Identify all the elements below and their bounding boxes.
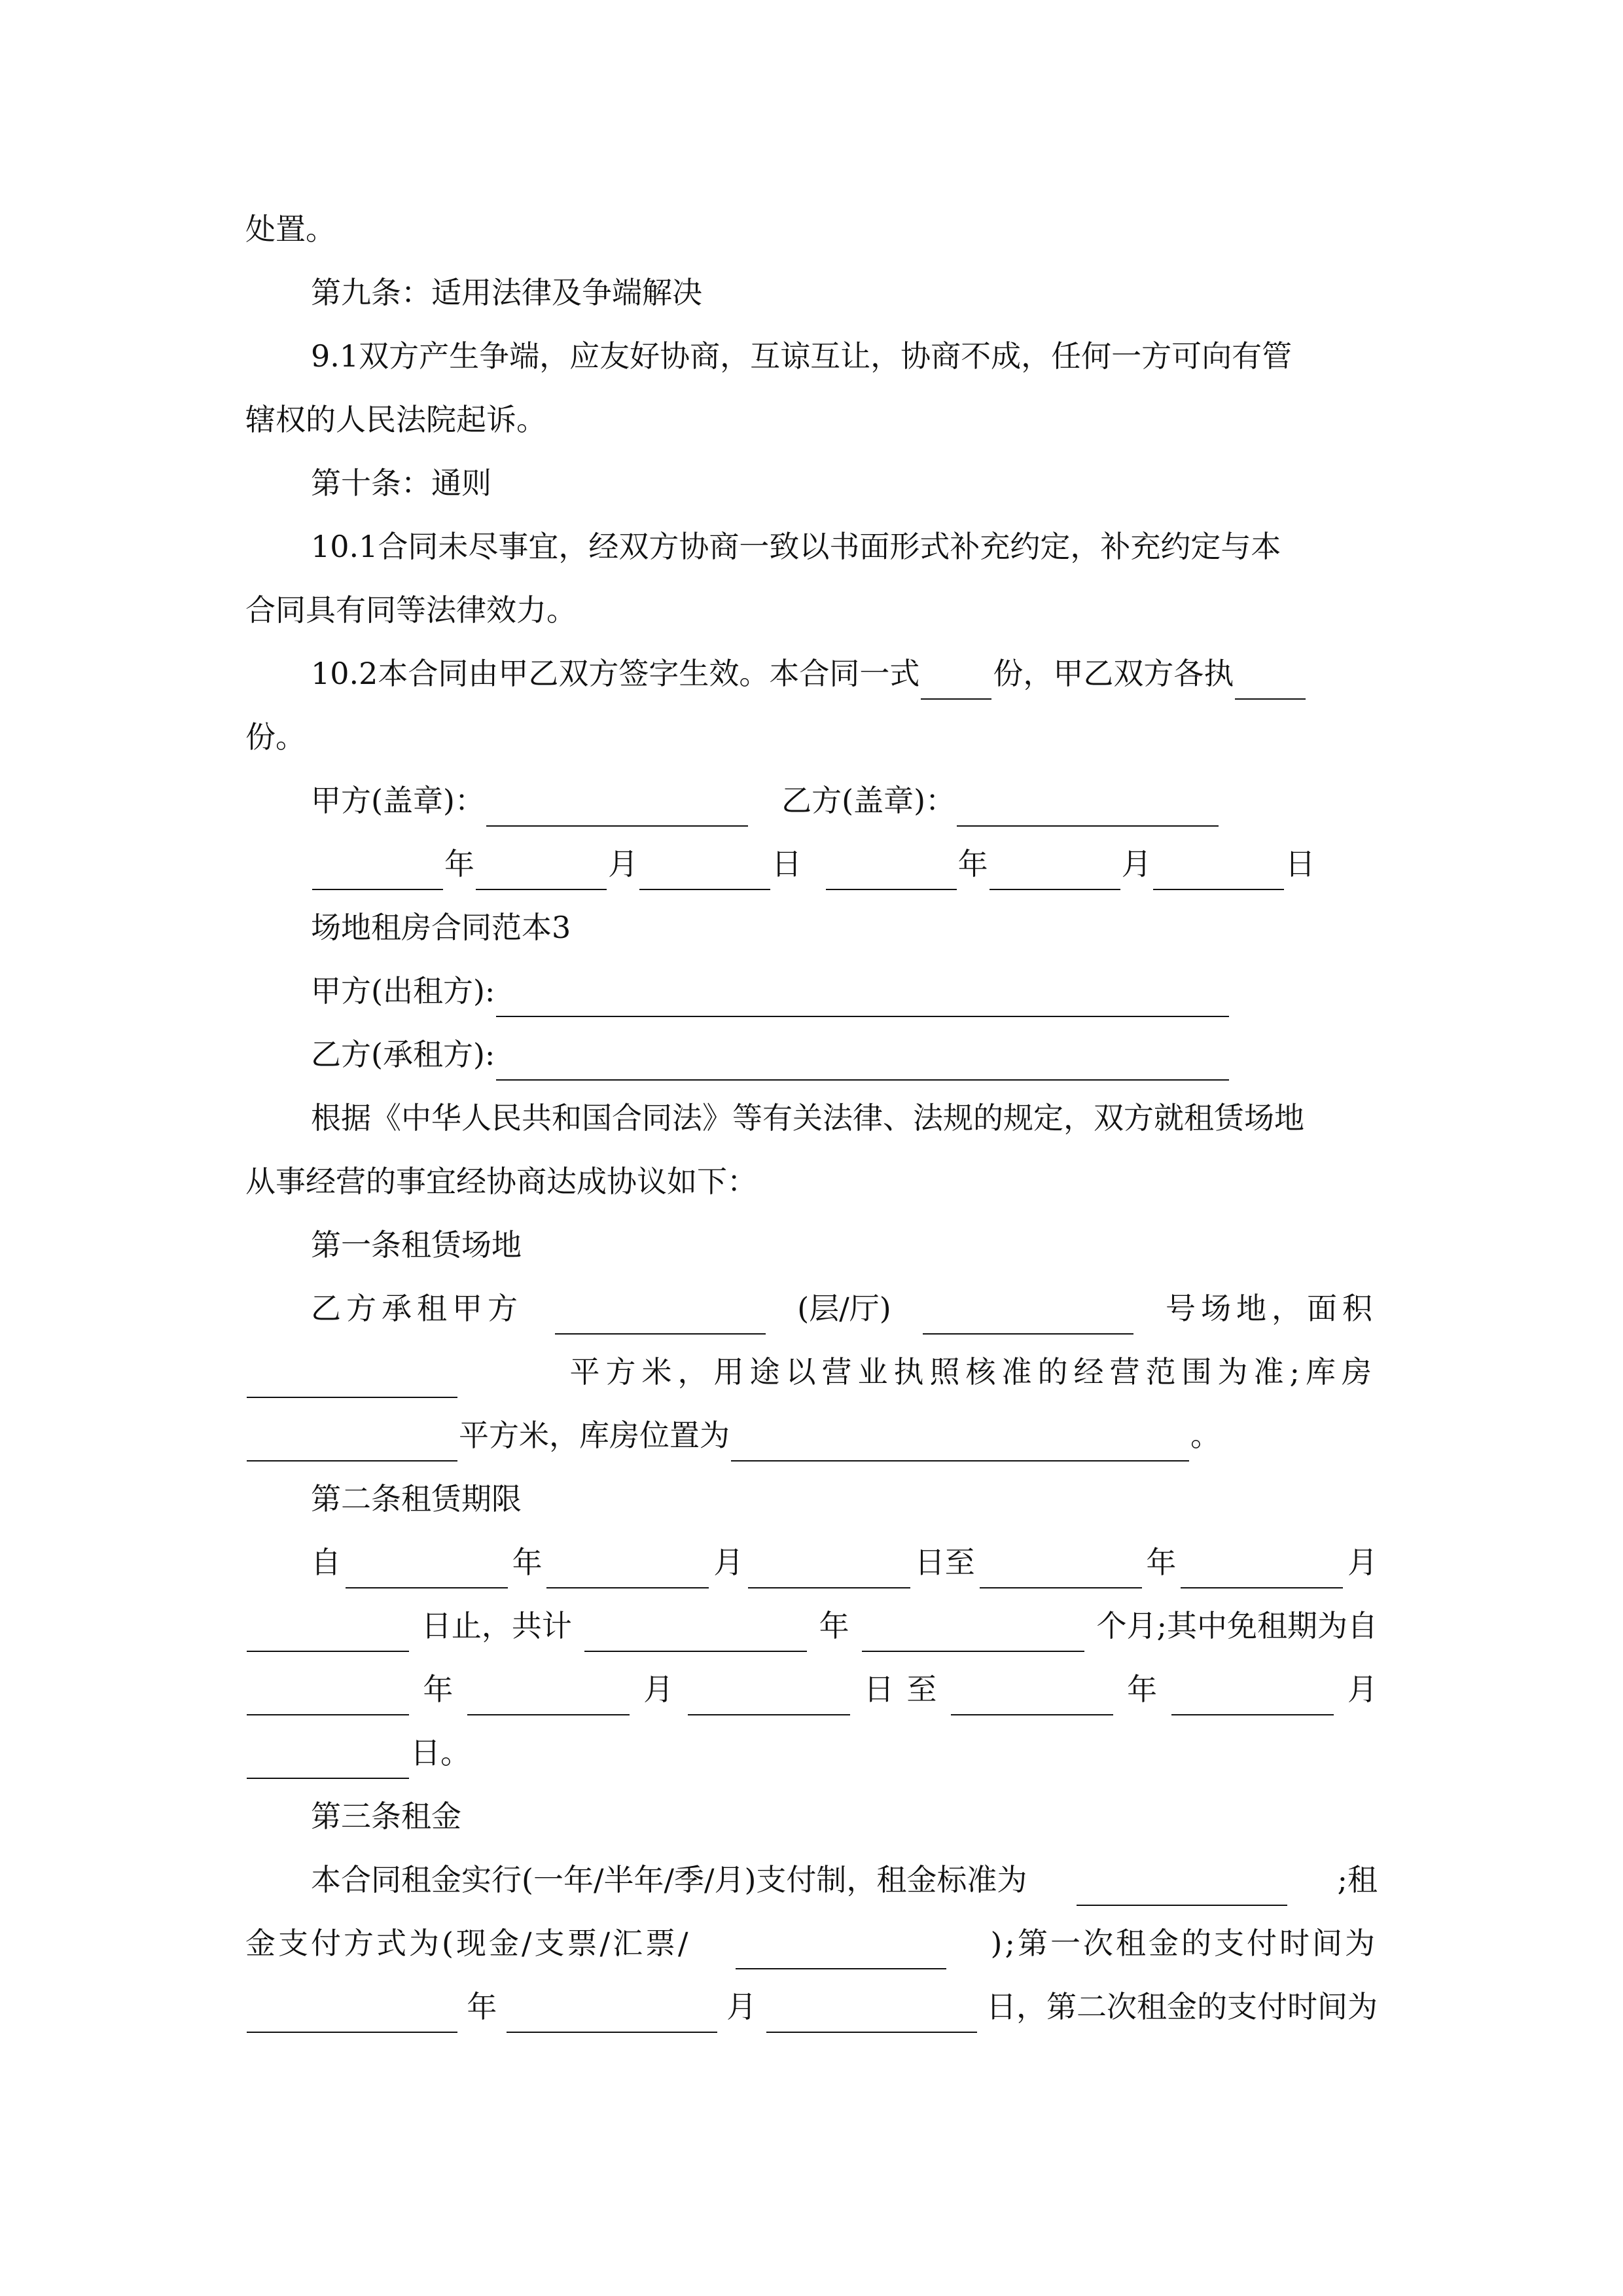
copies-each-blank[interactable] — [1235, 660, 1306, 700]
lessee-blank[interactable] — [496, 1041, 1229, 1081]
text: 10.2本合同由甲乙双方签字生效。本合同一式 — [311, 656, 920, 691]
clause-9-1-line-1 — [311, 330, 1378, 382]
day-label: 日 — [772, 846, 802, 882]
total-years-blank[interactable] — [584, 1613, 807, 1652]
end-year-blank[interactable] — [980, 1549, 1142, 1588]
article-2-line-3 — [245, 1663, 1378, 1715]
signature-row — [311, 774, 1378, 827]
heading-text: 第二条租赁期限 — [311, 1481, 522, 1516]
party-b-month-blank[interactable] — [990, 851, 1120, 890]
party-a-seal-label: 甲方(盖章)： — [311, 783, 485, 818]
party-b-day-blank[interactable] — [1153, 851, 1284, 890]
article-3-heading — [311, 1790, 1378, 1842]
total-months-blank[interactable] — [862, 1613, 1084, 1652]
party-a-month-blank[interactable] — [476, 851, 607, 890]
copies-total-blank[interactable] — [921, 660, 991, 700]
clause-10-1-line-2 — [245, 584, 1378, 636]
text: 年 — [423, 1672, 454, 1707]
clause-10-2-line-2 — [245, 711, 1378, 763]
text: );第一次租金的支付时间为 — [990, 1926, 1378, 1961]
text: 月 — [726, 1989, 757, 2024]
signature-date-row — [311, 838, 1378, 890]
text: 份。 — [245, 719, 306, 755]
text: 辖权的人民法院起诉。 — [245, 402, 546, 437]
text: 年 — [467, 1989, 497, 2024]
article-1-line-1 — [311, 1282, 1378, 1335]
clause-9-1-line-2 — [245, 393, 1378, 446]
article-3-line-1 — [311, 1854, 1378, 1906]
article-2-heading — [311, 1473, 1378, 1525]
month-label: 月 — [608, 846, 638, 882]
heading-text: 第三条租金 — [311, 1799, 461, 1834]
text: 月 — [713, 1545, 744, 1580]
party-a-day-blank[interactable] — [639, 851, 770, 890]
first-payment-month-blank[interactable] — [507, 1994, 717, 2033]
first-payment-year-blank[interactable] — [247, 1994, 457, 2033]
floor-blank[interactable] — [555, 1295, 766, 1335]
text: 年 — [819, 1608, 849, 1643]
text: 10.1合同未尽事宜，经双方协商一致以书面形式补充约定，补充约定与本 — [311, 529, 1281, 564]
free-start-day-blank[interactable] — [688, 1676, 850, 1715]
end-day-blank[interactable] — [247, 1613, 409, 1652]
preamble-line-1 — [311, 1092, 1378, 1144]
lessor-blank[interactable] — [496, 978, 1229, 1017]
lessee-label: 乙方(承租方): — [311, 1037, 495, 1072]
text: 月 — [1347, 1545, 1378, 1580]
rent-standard-blank[interactable] — [1077, 1867, 1287, 1906]
payment-method-blank[interactable] — [736, 1930, 946, 1969]
text: 平方米，用途以营业执照核准的经营范围为准;库房 — [569, 1354, 1378, 1390]
article-2-line-2 — [245, 1600, 1378, 1652]
paragraph-continuation — [245, 203, 1378, 255]
lessor-label: 甲方(出租方): — [311, 973, 495, 1009]
text: 日，第二次租金的支付时间为 — [986, 1989, 1378, 2024]
article-1-heading — [311, 1219, 1378, 1271]
contract-3-title — [311, 901, 1378, 954]
first-payment-day-blank[interactable] — [766, 1994, 977, 2033]
lessee-row — [311, 1028, 1378, 1081]
text: ;租 — [1337, 1862, 1378, 1897]
text: 处置。 — [245, 211, 336, 247]
text: 年 — [512, 1545, 543, 1580]
text: 月 — [643, 1672, 674, 1707]
text: 日止，共计 — [421, 1608, 572, 1643]
clause-10-2-line-1 — [311, 647, 1378, 700]
article-3-line-3 — [245, 1981, 1378, 2033]
text: 个月;其中免租期为自 — [1096, 1608, 1378, 1643]
heading-text: 第十条：通则 — [311, 465, 491, 501]
party-b-year-blank[interactable] — [826, 851, 957, 890]
day-label: 日 — [1285, 846, 1315, 882]
text: 金支付方式为(现金/支票/汇票/ — [245, 1926, 691, 1961]
end-month-blank[interactable] — [1181, 1549, 1343, 1588]
clause-10-1-line-1 — [311, 520, 1378, 573]
preamble-line-2 — [245, 1155, 1378, 1208]
article-2-line-1 — [311, 1536, 1378, 1588]
text: 本合同租金实行(一年/半年/季/月)支付制，租金标准为 — [311, 1862, 1027, 1897]
start-month-blank[interactable] — [546, 1549, 709, 1588]
text: 9.1双方产生争端，应友好协商，互谅互让，协商不成，任何一方可向有管 — [311, 338, 1293, 374]
article-9-heading — [311, 266, 1378, 319]
text: 根据《中华人民共和国合同法》等有关法律、法规的规定，双方就租赁场地 — [311, 1100, 1304, 1136]
text: 从事经营的事宜经协商达成协议如下： — [245, 1164, 757, 1199]
start-year-blank[interactable] — [346, 1549, 508, 1588]
text: 日 — [863, 1672, 894, 1707]
text: 乙方承租甲方 — [311, 1291, 523, 1326]
article-1-line-2 — [245, 1346, 1378, 1398]
title-text: 场地租房合同范本3 — [311, 910, 571, 945]
text: 自 — [311, 1545, 341, 1580]
text: 月 — [1347, 1672, 1378, 1707]
text: 份，甲乙双方各执 — [993, 656, 1234, 691]
text: 年 — [1146, 1545, 1177, 1580]
heading-text: 第九条：适用法律及争端解决 — [311, 275, 702, 310]
storage-area-blank[interactable] — [247, 1422, 457, 1462]
text: (层/厅) — [797, 1291, 891, 1326]
article-3-line-2 — [245, 1917, 1378, 1969]
area-blank[interactable] — [247, 1359, 457, 1398]
site-number-blank[interactable] — [923, 1295, 1133, 1335]
heading-text: 第一条租赁场地 — [311, 1227, 522, 1263]
text: 日。 — [410, 1735, 471, 1770]
text: 日至 — [914, 1545, 975, 1580]
start-day-blank[interactable] — [748, 1549, 910, 1588]
free-end-day-blank[interactable] — [247, 1740, 409, 1779]
lessor-row — [311, 965, 1378, 1017]
party-b-seal-label: 乙方(盖章)： — [781, 783, 956, 818]
text: 号场地，面积 — [1165, 1291, 1378, 1326]
free-end-year-blank[interactable] — [951, 1676, 1113, 1715]
month-label: 月 — [1121, 846, 1152, 882]
article-10-heading — [311, 457, 1378, 509]
text: 平方米，库房位置为 — [459, 1418, 730, 1453]
free-end-month-blank[interactable] — [1171, 1676, 1334, 1715]
year-label: 年 — [444, 846, 474, 882]
text: 年 — [1127, 1672, 1158, 1707]
article-2-line-4 — [245, 1727, 1378, 1779]
text: 合同具有同等法律效力。 — [245, 592, 577, 628]
year-label: 年 — [957, 846, 988, 882]
party-a-seal-blank[interactable] — [486, 787, 748, 827]
text: 。 — [1190, 1418, 1221, 1453]
text: 至 — [906, 1672, 937, 1707]
party-a-year-blank[interactable] — [312, 851, 443, 890]
free-start-month-blank[interactable] — [467, 1676, 630, 1715]
free-start-year-blank[interactable] — [247, 1676, 409, 1715]
storage-location-blank[interactable] — [731, 1422, 1189, 1462]
party-b-seal-blank[interactable] — [957, 787, 1219, 827]
article-1-line-3 — [245, 1409, 1378, 1462]
